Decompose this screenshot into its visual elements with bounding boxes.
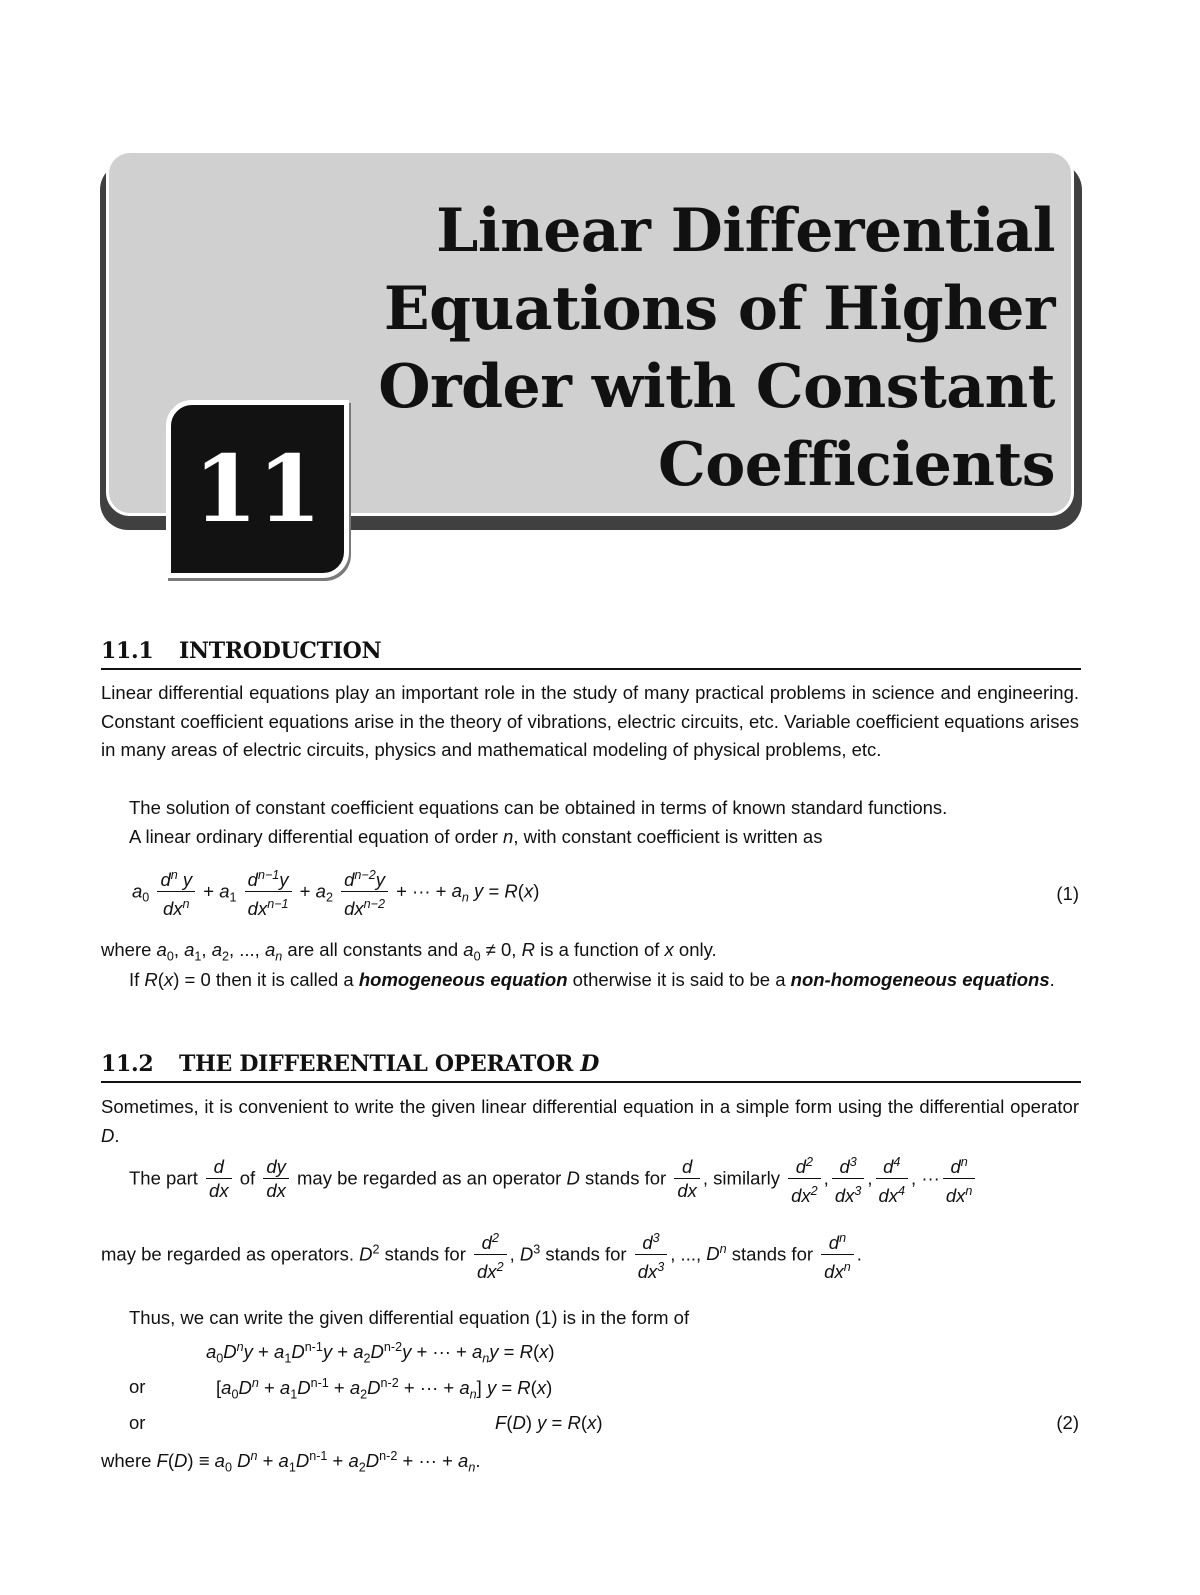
section-number: 11.2	[101, 1051, 154, 1077]
equation-2-number: (2)	[1056, 1412, 1079, 1433]
operator-equation-line-1: $a_0D^ny + a_1D^{n-1}y + a_2D^{n-2}y$ + ··· + $a_ny = R(x)$	[206, 1340, 555, 1366]
chapter-number-box	[166, 400, 349, 578]
homogeneous-definition: If R(x) = 0 then it is called a homogeneous equation otherwise it is said to be a non-homogeneous equations.	[129, 969, 1055, 990]
equation-1: $a_0$ $\frac{d^n y}{dx^n}$ + $a_1$ $\frac{d^{n-1}y}{dx^{n-1}}$ + $a_2$ $\frac{d^{n-2}y}{dx^{n-2}}$ + ··· + $a_n$ y = R(x)	[132, 864, 539, 921]
constants-statement: where $a_0$, $a_1$, $a_2$, ..., $a_n$ are all constants and $a_0 \ne 0$, R is a function of x only.	[101, 939, 717, 964]
operator-part-line: The part $\frac{d}{dx}$ of $\frac{dy}{dx}$ may be regarded as an operator D stands for $\frac{d}{dx}$ , similarly $\frac{d^2}{dx^2}$ , $\frac{d^3}{dx^3}$ , $\frac{d^4}{dx^4}$ , ··· $\frac{d^n}{dx^n}$	[129, 1151, 978, 1208]
operator-equation-line-3: F(D) y = R(x)	[495, 1412, 603, 1433]
section-title: THE DIFFERENTIAL OPERATOR	[179, 1051, 573, 1077]
homogeneous-term: homogeneous equation	[358, 969, 568, 990]
chapter-number: 11	[193, 435, 322, 543]
equation-1-number: (1)	[1056, 883, 1079, 904]
section-title: INTRODUCTION	[179, 638, 382, 664]
operator-equation-line-2: [$a_0D^n + a_1D^{n-1} + a_2D^{n-2}$ + ··· + $a_n$] y = R(x)	[216, 1376, 553, 1402]
operator-intro-paragraph: Sometimes, it is convenient to write the given linear differential equation in a simple form using the differential operator D.	[101, 1096, 1079, 1146]
or-label-1: or	[129, 1376, 146, 1397]
or-label-2: or	[129, 1412, 146, 1433]
section-number: 11.1	[101, 638, 154, 664]
section-heading-operator: 11.2 THE DIFFERENTIAL OPERATOR D	[101, 1051, 1081, 1083]
operator-powers-line: may be regarded as operators. $D^2$ stands for $\frac{d^2}{dx^2}$ , $D^3$ stands for $\frac{d^3}{dx^3}$ , ..., $D^n$ stands for $\frac{d^n}{dx^n}$ .	[101, 1227, 862, 1284]
fd-definition: where $F(D) \equiv a_0$ $D^n + a_1D^{n-1} + a_2D^{n-2}$ + ··· + $a_n$.	[101, 1449, 481, 1475]
standard-functions-paragraph: The solution of constant coefficient equations can be obtained in terms of known standard functions.	[129, 797, 948, 818]
chapter-title: Linear Differential Equations of Higher Order with Constant Coefficients	[378, 196, 1055, 500]
order-n-paragraph: A linear ordinary differential equation of order n, with constant coefficient is written as	[129, 826, 823, 847]
section-heading-introduction	[101, 638, 1081, 670]
intro-paragraph: Linear differential equations play an important role in the study of many practical problems in science and engineering. Constant coefficient equations arise in the theory of vibrations, electric circuits, etc. Variable coefficient equations arises in many areas of electric circuits, physics and mathematical modeling of physical problems, etc.	[101, 682, 1079, 761]
non-homogeneous-term: non-homogeneous equations	[790, 969, 1050, 990]
thus-paragraph: Thus, we can write the given differential equation (1) is in the form of	[129, 1307, 690, 1328]
